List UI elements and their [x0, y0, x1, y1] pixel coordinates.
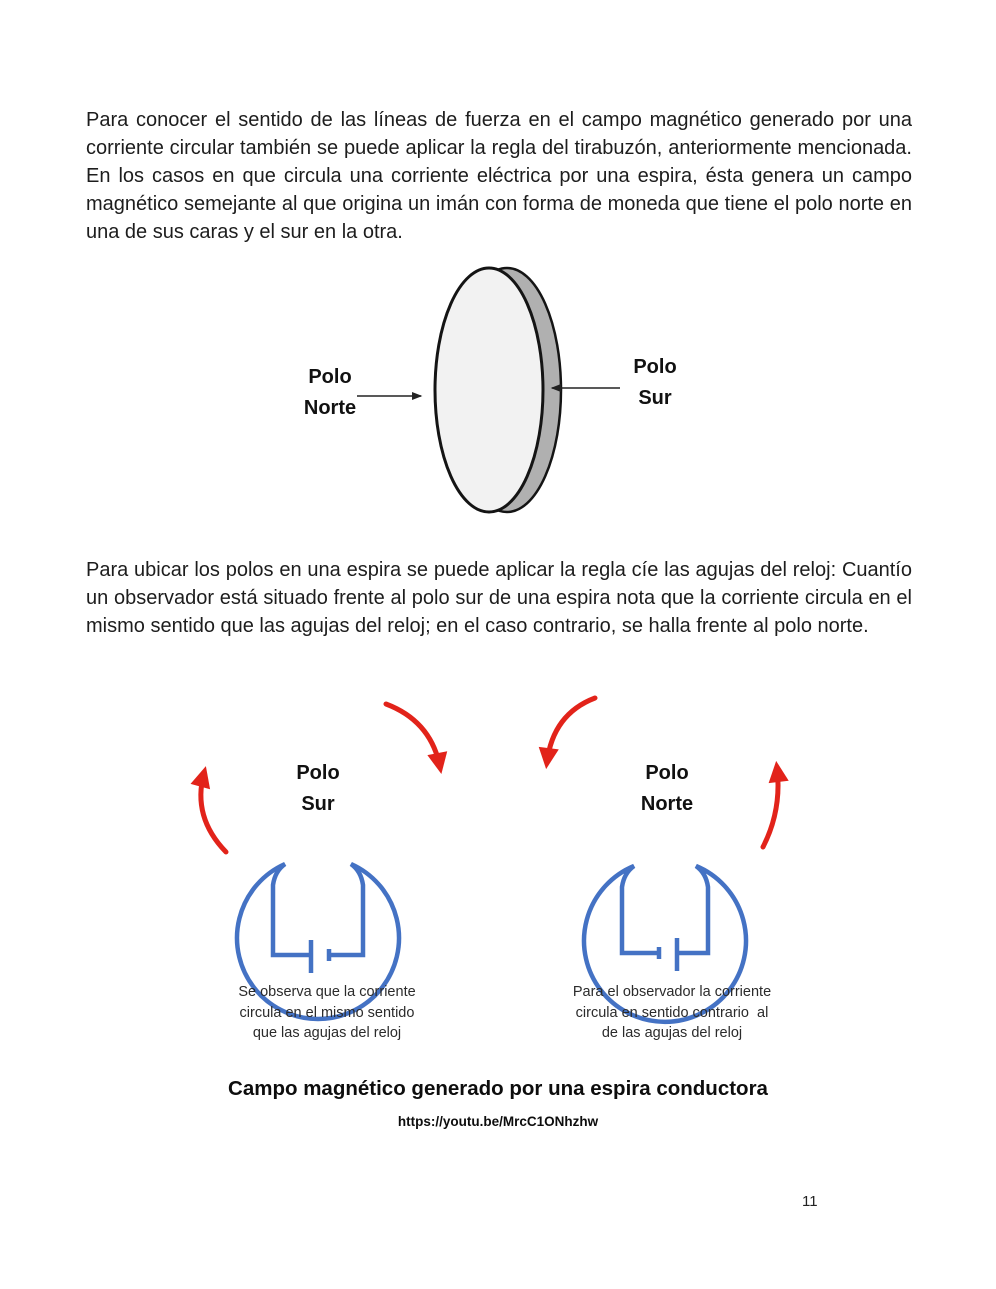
loop-norte-caption-line3: de las agujas del reloj [601, 1025, 743, 1041]
video-url-link[interactable]: https://youtu.be/MrcC1ONhzhw [397, 1114, 599, 1129]
loop-sur-caption [217, 982, 437, 1044]
paragraph-tirabuzon-rule: Para conocer el sentido de las líneas de fuerza en el campo magnético generado por una corriente circular también se puede aplicar la regla del tirabuzón, anteriormente mencionada. En los casos en que circula una corriente eléctrica por una espira, ésta genera un campo magnético semejante al que origina un imán con forma de moneda que tiene el polo norte en una de sus caras y el sur en la otra. [86, 109, 912, 243]
south-pointer-arrow [540, 376, 625, 400]
loop-norte-caption [562, 982, 782, 1044]
loop-norte-label [623, 758, 711, 820]
loop-norte-label-line2: Norte [640, 793, 694, 815]
loop-sur-label-line1: Polo [296, 762, 340, 784]
loop-sur-illustration [180, 695, 460, 995]
polo-sur-label [613, 352, 697, 414]
north-pointer-arrow [353, 384, 433, 408]
paragraph-clock-rule: Para ubicar los polos en una espira se puede aplicar la regla cíe las agujas del reloj: Cuantío un observador está situado frente al polo sur de una espira nota que la corriente circula en el mismo sentido que las agujas del reloj; en el caso contrario, se halla frente al polo norte. [86, 559, 912, 637]
polo-sur-label-line2: Sur [638, 387, 672, 409]
page-number: 11 [802, 1193, 818, 1210]
current-arrow-counterclockwise-top [547, 698, 595, 762]
loop-norte-label-line1: Polo [645, 762, 689, 784]
current-arrow-clockwise-top [386, 704, 440, 767]
loop-sur-caption-line2: circula en el mismo sentido [239, 1004, 415, 1021]
current-arrow-counterclockwise-right [763, 768, 778, 847]
polo-norte-label-line1: Polo [308, 366, 352, 388]
polo-sur-label-line1: Polo [633, 356, 677, 378]
current-arrow-clockwise-left [201, 773, 226, 852]
polo-norte-label-line2: Norte [303, 397, 357, 419]
loop-sur-label-line2: Sur [301, 793, 335, 815]
loop-sur-label [276, 758, 360, 820]
loop-norte-caption-line1: Para el observador la corriente [572, 984, 772, 1000]
loop-sur-caption-line3: que las agujas del reloj [252, 1025, 402, 1041]
disc-face [435, 268, 543, 512]
figure-title: Campo magnético generado por una espira conductora [228, 1077, 768, 1100]
loop-norte-caption-line2: circula en sentido contrario al [575, 1004, 769, 1021]
loop-sur-caption-line1: Se observa que la corriente [238, 984, 416, 1000]
loop-norte-illustration [520, 690, 800, 990]
